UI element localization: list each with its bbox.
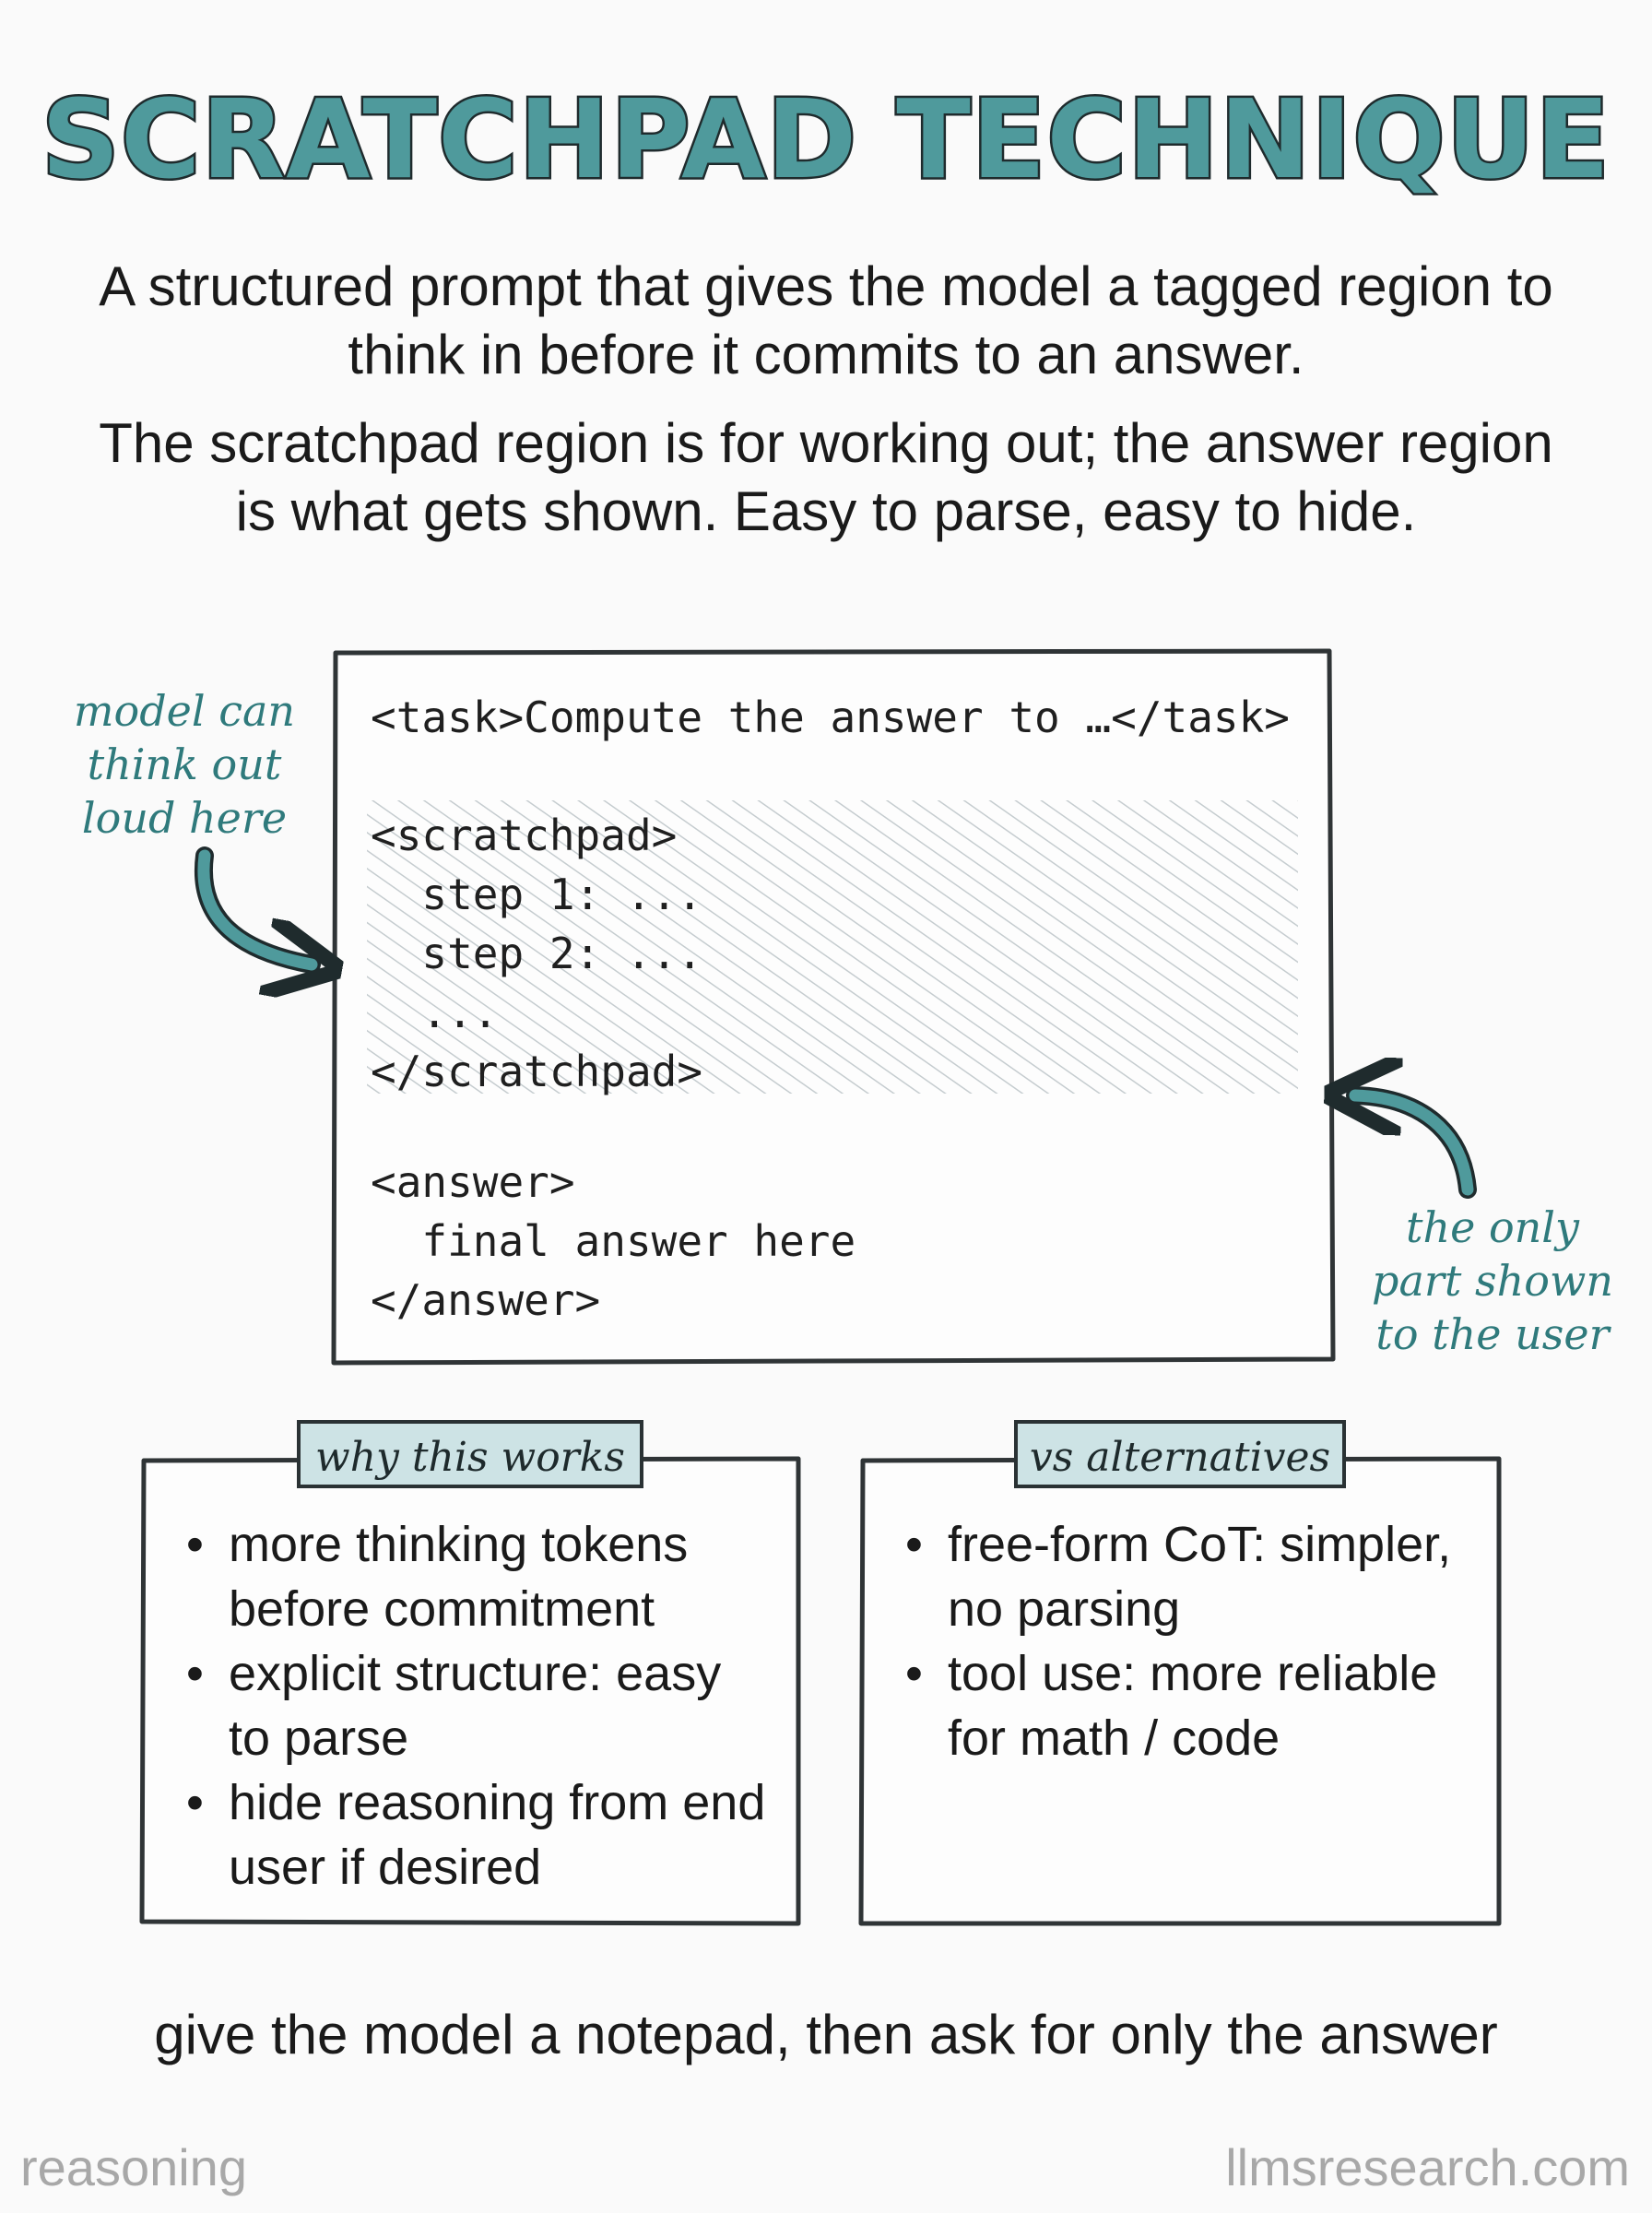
alt-box-list (903, 1512, 1475, 1770)
scratchpad-code-block: <scratchpad> step 1: ... step 2: ... ... </scratchpad> (371, 811, 703, 1096)
page-title: SCRATCHPAD TECHNIQUE (41, 76, 1611, 203)
left-annotation-text: model can think out loud here (73, 686, 296, 843)
why-item-3: • hide reasoning from end user if desired (184, 1770, 774, 1899)
intro-paragraph-2: The scratchpad region is for working out; the answer region is what gets shown. Easy to parse, easy to hide. (99, 412, 1553, 542)
site-watermark: llmsresearch.com (1225, 2138, 1630, 2196)
why-box-list (184, 1512, 774, 1899)
alt-item-1: • free-form CoT: simpler, no parsing (903, 1512, 1475, 1641)
right-annotation-text: the only part shown to the user (1372, 1202, 1613, 1359)
topic-label: reasoning (20, 2138, 247, 2196)
intro-paragraph-1: A structured prompt that gives the model a tagged region to think in before it commits to an answer. (99, 255, 1553, 385)
alt-box-label: vs alternatives (1014, 1420, 1346, 1488)
why-item-2: • explicit structure: easy to parse (184, 1641, 774, 1770)
answer-code-block: <answer> final answer here </answer> (371, 1157, 856, 1325)
footer-caption: give the model a notepad, then ask for only the answer (154, 2004, 1498, 2065)
left-annotation-note (65, 684, 304, 845)
task-code-line: <task>Compute the answer to …</task> (371, 692, 1290, 742)
right-annotation-note (1359, 1201, 1626, 1361)
why-item-1: • more thinking tokens before commitment (184, 1512, 774, 1641)
why-box-label: why this works (297, 1420, 643, 1488)
alt-item-2: • tool use: more reliable for math / code (903, 1641, 1475, 1770)
